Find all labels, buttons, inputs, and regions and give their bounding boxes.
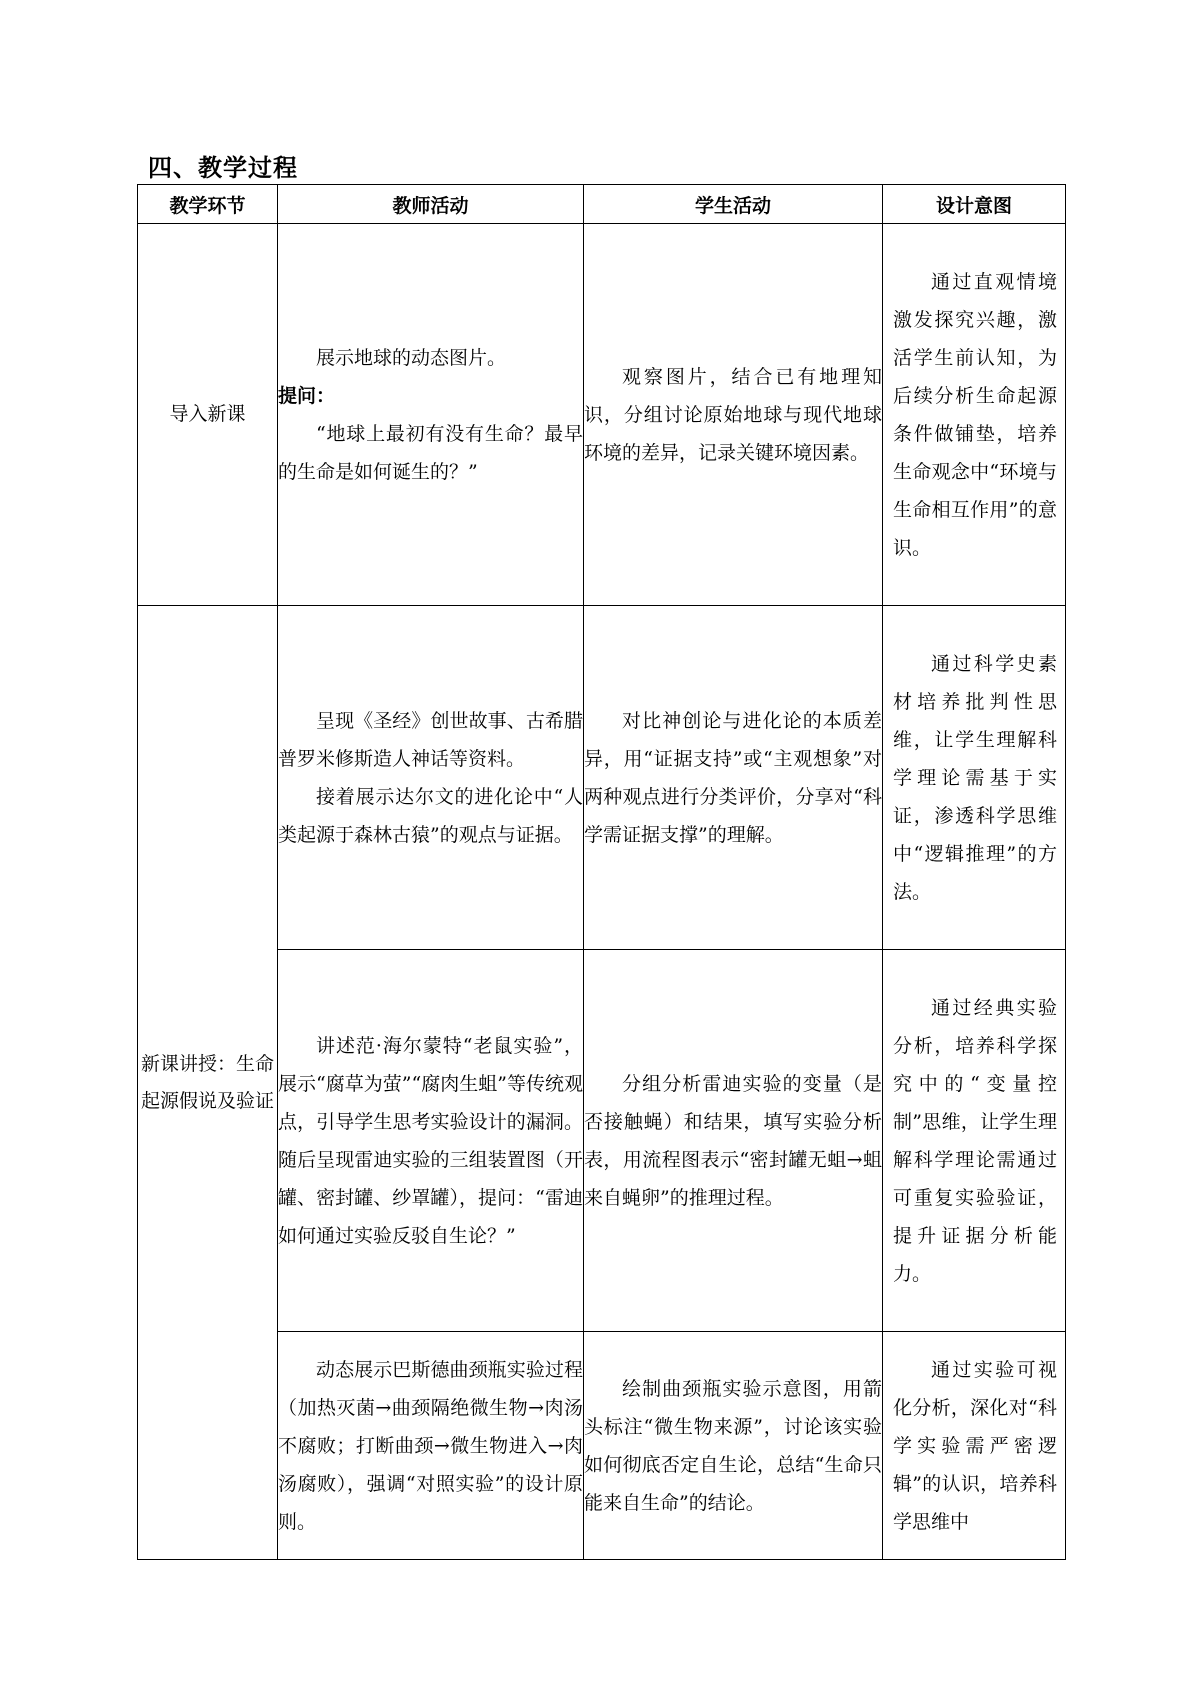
stage-cell: 导入新课 — [138, 224, 278, 606]
teacher-activity-cell — [278, 950, 584, 1332]
section-heading: 四、教学过程 — [148, 154, 298, 182]
teacher-text: 呈现《圣经》创世故事、古希腊普罗米修斯造人神话等资料。 — [278, 709, 583, 770]
intent-text: 通过经典实验分析，培养科学探究中的“变量控制”思维，让学生理解科学理论需通过可重复实验验证，提升证据分析能力。 — [893, 996, 1057, 1285]
student-activity-cell — [584, 950, 883, 1332]
design-intent-cell — [883, 1332, 1066, 1560]
stage-cell: 新课讲授：生命起源假说及验证 — [138, 606, 278, 1560]
teacher-text: 展示地球的动态图片。 — [316, 346, 507, 369]
intent-text: 通过科学史素材培养批判性思维，让学生理解科学理论需基于实证，渗透科学思维中“逻辑推理”的方法。 — [893, 652, 1057, 903]
table-row — [138, 950, 1066, 1332]
teacher-activity-cell — [278, 224, 584, 606]
intent-text: 通过直观情境激发探究兴趣，激活学生前认知，为后续分析生命起源条件做铺垫，培养生命观念中“环境与生命相互作用”的意识。 — [893, 270, 1057, 559]
table-header-row — [138, 185, 1066, 224]
student-text: 对比神创论与进化论的本质差异，用“证据支持”或“主观想象”对两种观点进行分类评价，分享对“科学需证据支撑”的理解。 — [584, 709, 882, 846]
teacher-text: 讲述范·海尔蒙特“老鼠实验”，展示“腐草为萤”“腐肉生蛆”等传统观点，引导学生思考实验设计的漏洞。随后呈现雷迪实验的三组装置图（开罐、密封罐、纱罩罐），提问：“雷迪如何通过实验反驳自生论？” — [278, 1034, 583, 1247]
intent-text: 通过实验可视化分析，深化对“科学实验需严密逻辑”的认识，培养科学思维中 — [893, 1358, 1057, 1533]
header-stage: 教学环节 — [138, 185, 278, 224]
teacher-question: “地球上最初有没有生命？最早的生命是如何诞生的？” — [278, 422, 583, 483]
teacher-text: 动态展示巴斯德曲颈瓶实验过程（加热灭菌→曲颈隔绝微生物→肉汤不腐败；打断曲颈→微生物进入→肉汤腐败），强调“对照实验”的设计原则。 — [278, 1358, 583, 1533]
header-teacher-activity: 教师活动 — [278, 185, 584, 224]
student-activity-cell — [584, 1332, 883, 1560]
design-intent-cell — [883, 606, 1066, 950]
design-intent-cell — [883, 224, 1066, 606]
student-activity-cell — [584, 224, 883, 606]
header-design-intent: 设计意图 — [883, 185, 1066, 224]
teacher-text: 接着展示达尔文的进化论中“人类起源于森林古猿”的观点与证据。 — [278, 785, 583, 846]
teaching-process-table — [137, 184, 1066, 1560]
student-text: 绘制曲颈瓶实验示意图，用箭头标注“微生物来源”，讨论该实验如何彻底否定自生论，总结“生命只能来自生命”的结论。 — [584, 1377, 882, 1514]
teacher-activity-cell — [278, 606, 584, 950]
design-intent-cell — [883, 950, 1066, 1332]
table-row — [138, 224, 1066, 606]
student-text: 观察图片，结合已有地理知识，分组讨论原始地球与现代地球环境的差异，记录关键环境因素。 — [584, 365, 882, 464]
header-student-activity: 学生活动 — [584, 185, 883, 224]
table-row — [138, 1332, 1066, 1560]
student-text: 分组分析雷迪实验的变量（是否接触蝇）和结果，填写实验分析表，用流程图表示“密封罐无蛆→蛆来自蝇卵”的推理过程。 — [584, 1072, 882, 1209]
teacher-activity-cell — [278, 1332, 584, 1560]
student-activity-cell — [584, 606, 883, 950]
table-row — [138, 606, 1066, 950]
question-label: 提问： — [278, 384, 336, 407]
